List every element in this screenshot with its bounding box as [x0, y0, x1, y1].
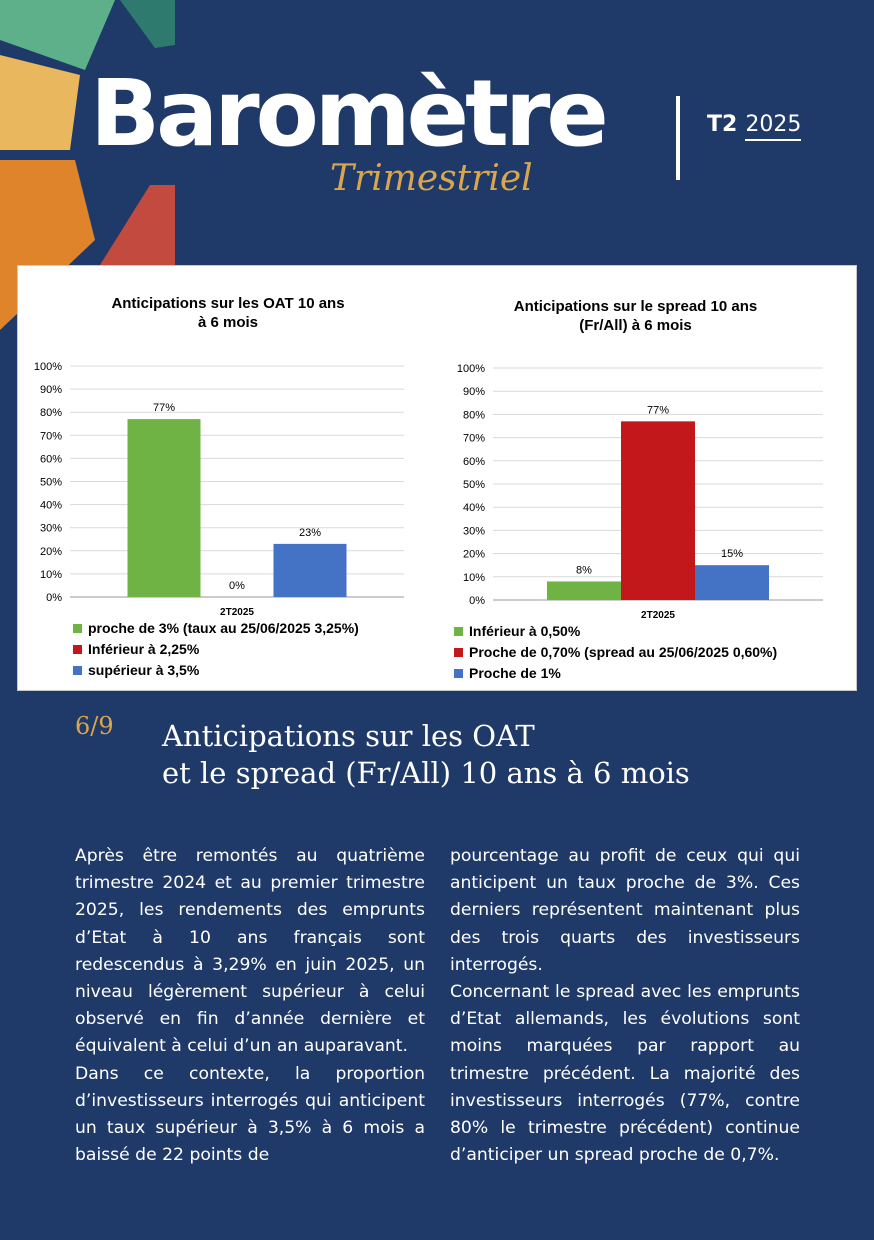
y-tick-label: 70%: [462, 432, 485, 445]
legend-swatch-green: [454, 627, 463, 636]
y-tick-label: 40%: [462, 502, 485, 515]
section-number: 6/9: [75, 712, 114, 740]
section-title-line2: et le spread (Fr/All) 10 ans à 6 mois: [162, 756, 690, 790]
chart1-legend-label: Inférieur à 2,25%: [88, 641, 200, 657]
y-tick-label: 80%: [39, 407, 62, 420]
y-tick-label: 50%: [39, 476, 62, 489]
chart2-title: [468, 297, 803, 335]
y-tick-label: 80%: [462, 409, 485, 422]
chart1-legend: [73, 618, 359, 681]
chart2-legend-label: Proche de 0,70% (spread au 25/06/2025 0,60%): [469, 644, 778, 660]
body-column-left: [75, 843, 425, 1169]
chart2-legend-item: [454, 621, 777, 642]
data-label: 8%: [576, 564, 592, 577]
chart1-title: [58, 294, 398, 332]
bar-1: [128, 419, 201, 597]
chart1-title-line2: à 6 mois: [197, 314, 259, 331]
chart1-legend-label: supérieur à 3,5%: [88, 662, 200, 678]
section-title-line1: Anticipations sur les OAT: [162, 719, 535, 753]
section-title: [162, 718, 690, 792]
legend-swatch-red: [73, 645, 82, 654]
y-tick-label: 50%: [462, 479, 485, 491]
y-tick-label: 30%: [462, 525, 485, 538]
chart2-legend-label: Proche de 1%: [469, 665, 561, 681]
legend-swatch-blue: [73, 666, 82, 675]
header-divider: [676, 96, 680, 180]
y-tick-label: 10%: [39, 568, 62, 581]
y-tick-label: 0%: [469, 595, 485, 607]
chart2-plot: [423, 358, 833, 623]
y-tick-label: 20%: [462, 548, 485, 561]
data-label: 77%: [646, 404, 670, 417]
y-tick-label: 40%: [39, 499, 62, 512]
chart2-legend: [454, 621, 777, 684]
y-tick-label: 70%: [39, 430, 62, 443]
legend-swatch-blue: [454, 669, 463, 678]
x-category-label: 2T2025: [220, 607, 254, 618]
chart1-legend-item: [73, 660, 359, 681]
chart1-title-line1: Anticipations sur les OAT 10 ans: [111, 295, 345, 312]
body-paragraph: Dans ce contexte, la proportion d’investisseurs interrogés qui anticipent un taux supérieur à 3,5% à 6 mois a baissé de 22 points de: [75, 1063, 425, 1166]
bar-3: [695, 565, 769, 600]
y-tick-label: 90%: [39, 384, 62, 397]
bar-3: [274, 544, 347, 597]
legend-swatch-red: [454, 648, 463, 657]
period-quarter: T2: [707, 112, 738, 137]
body-paragraph: pourcentage au profit de ceux qui qui anticipent un taux proche de 3%. Ces derniers représentent maintenant plus des trois quarts des investisseurs interrogés.: [450, 846, 800, 975]
y-tick-label: 60%: [462, 455, 485, 468]
logo-title: Baromètre: [90, 60, 605, 167]
body-column-right: [450, 843, 800, 1169]
chart2-legend-label: Inférieur à 0,50%: [469, 623, 581, 639]
x-category-label: 2T2025: [641, 610, 675, 621]
period-label: [707, 112, 801, 141]
y-tick-label: 10%: [462, 571, 485, 584]
y-tick-label: 100%: [456, 363, 485, 375]
chart1-legend-item: [73, 639, 359, 660]
y-tick-label: 0%: [46, 592, 62, 604]
chart2-legend-item: [454, 642, 777, 663]
y-tick-label: 20%: [39, 545, 62, 558]
period-year: 2025: [745, 112, 801, 141]
bar-2: [621, 421, 695, 600]
y-tick-label: 90%: [462, 386, 485, 399]
chart2-legend-item: [454, 663, 777, 684]
legend-swatch-green: [73, 624, 82, 633]
y-tick-label: 30%: [39, 522, 62, 535]
data-label: 0%: [229, 580, 245, 592]
chart1-legend-item: [73, 618, 359, 639]
chart2-title-line1: Anticipations sur le spread 10 ans: [513, 298, 758, 315]
body-paragraph: Concernant le spread avec les emprunts d’Etat allemands, les évolutions sont moins marquées par rapport au trimestre précédent. La majorité des investisseurs interrogés (77%, contre 80% le trimestre précédent) continue d’anticiper un spread proche de 0,7%.: [450, 982, 800, 1166]
bar-1: [547, 581, 621, 600]
chart1-legend-label: proche de 3% (taux au 25/06/2025 3,25%): [88, 620, 359, 636]
data-label: 23%: [298, 526, 322, 539]
chart1-plot: [18, 356, 418, 621]
data-label: 15%: [720, 548, 744, 561]
y-tick-label: 100%: [33, 361, 62, 373]
chart2-title-line2: (Fr/All) à 6 mois: [579, 317, 692, 334]
body-paragraph: Après être remontés au quatrième trimestre 2024 et au premier trimestre 2025, les rendements des emprunts d’Etat à 10 ans français sont redescendus à 3,29% en juin 2025, un niveau légèrement supérieur à celui observé en fin d’année dernière et équivalent à celui d’un an auparavant.: [75, 846, 425, 1057]
data-label: 77%: [152, 402, 176, 415]
logo-subtitle: Trimestriel: [330, 158, 533, 199]
y-tick-label: 60%: [39, 453, 62, 466]
charts-panel: [17, 265, 857, 691]
